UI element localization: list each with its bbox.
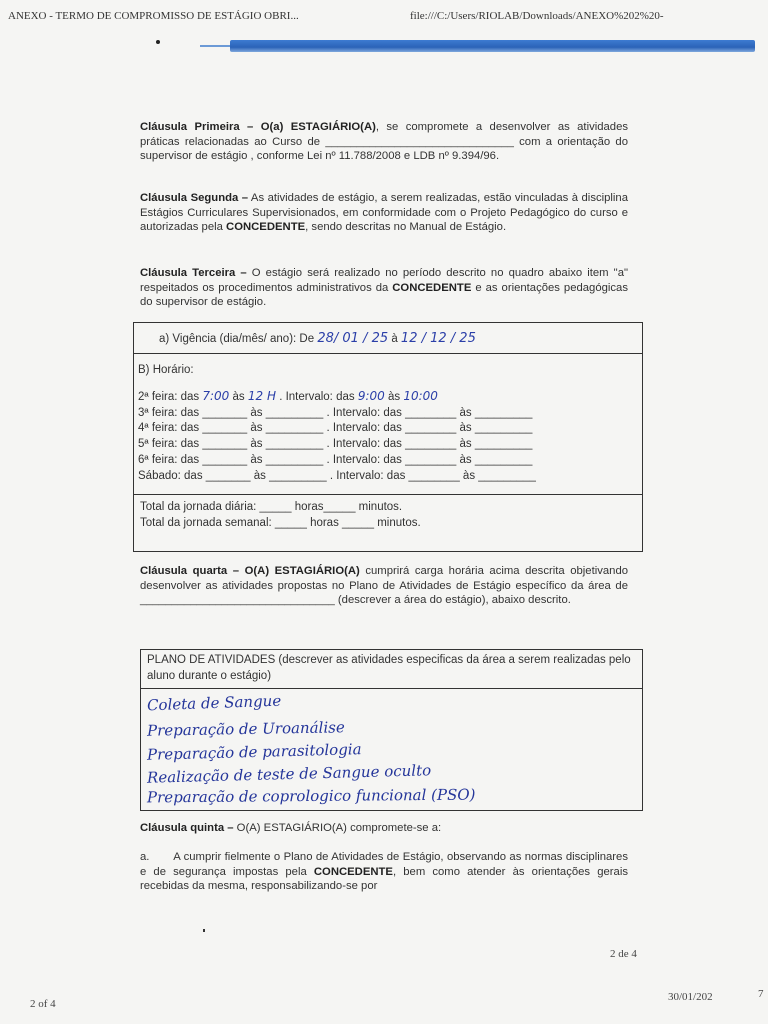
clause-bold: O(a) ESTAGIÁRIO(A): [260, 121, 376, 133]
schedule-interval-to: _________: [478, 469, 536, 482]
schedule-from: 7:00: [202, 389, 230, 403]
schedule-interval-from: ________: [405, 453, 457, 466]
schedule-row: [138, 389, 638, 406]
schedule-as: às: [387, 391, 401, 403]
clause-text-2: e as orientações pedagógicas do supervisor de estágio.: [140, 281, 628, 308]
activity-item: Preparação de parasitologia: [146, 740, 362, 764]
schedule-to: _________: [265, 406, 324, 419]
activity-plan-box: [140, 649, 643, 811]
clause-text: , se compromete a desenvolver as atividades práticas relacionadas ao Curso de ______________________________ com a orientação do supervisor de estágio , conforme Lei nº 11.788/2008 e LDB nº 9.394/96.: [140, 121, 629, 162]
schedule-row: [138, 421, 638, 437]
vigencia-line: [159, 331, 476, 346]
clause-label: Cláusula quinta –: [140, 822, 234, 834]
schedule-interval-from: ________: [405, 438, 457, 451]
schedule-row: [138, 469, 638, 485]
schedule-as: às: [250, 438, 263, 451]
schedule-interval-to: _________: [474, 406, 533, 419]
schedule-interval-from: 9:00: [357, 389, 385, 403]
horario-title: B) Horário:: [138, 364, 194, 376]
schedule-row: [138, 437, 638, 453]
schedule-from: _______: [202, 438, 248, 451]
clause-label: Cláusula quarta –: [140, 565, 240, 577]
schedule-to: _________: [265, 453, 324, 466]
clause-bold: O(A) ESTAGIÁRIO(A): [236, 822, 347, 834]
clause-text: cumprirá carga horária acima descrita objetivando desenvolver as atividades propostas no Plano de Atividades de Estágio específico da área de _______________________________ (descrever a área do estágio), abaixo descrito.: [140, 565, 629, 606]
clause-label: Cláusula Segunda –: [140, 192, 249, 204]
clause-bold: O(A) ESTAGIÁRIO(A): [244, 565, 360, 577]
schedule-interval-label: . Intervalo: das: [279, 391, 355, 403]
schedule-to: _________: [265, 438, 324, 451]
schedule-interval-label: . Intervalo: das: [326, 422, 402, 435]
activity-item: Preparação de coprologico funcional (PSO): [146, 785, 476, 807]
schedule-as: às: [253, 469, 266, 482]
clause-label: Cláusula Primeira –: [140, 121, 254, 133]
print-footer-page: 2 of 4: [30, 998, 56, 1010]
print-header-title: ANEXO - TERMO DE COMPROMISSO DE ESTÁGIO OBRI...: [8, 10, 299, 22]
clause-text: compromete-se a:: [346, 822, 442, 834]
clause-fourth: [140, 564, 628, 608]
activity-item: Realização de teste de Sangue oculto: [146, 761, 432, 787]
schedule-interval-to: 10:00: [403, 389, 438, 403]
schedule-to: _________: [269, 469, 327, 482]
schedule-interval-label: . Intervalo: das: [326, 453, 402, 466]
clause-fifth-item-a: [140, 850, 628, 894]
schedule-to: _________: [265, 422, 324, 435]
vigencia-end: 12 / 12 / 25: [400, 331, 476, 346]
schedule-interval-label: . Intervalo: das: [326, 406, 402, 419]
vigencia-label: a) Vigência (dia/mês/ ano): De: [159, 333, 315, 345]
schedule-day: Sábado: das: [138, 469, 203, 482]
schedule-as: às: [250, 422, 263, 435]
clause-first: [140, 120, 628, 164]
schedule-row: [138, 453, 638, 469]
stray-mark: [203, 929, 205, 932]
clause-text: As atividades de estágio, a serem realizadas, estão vinculadas à disciplina Estágios Curriculares Supervisionados, em conformidade com o Projeto Pedagógico do curso e autorizadas pela: [140, 192, 628, 233]
schedule-day: 6ª feira: das: [138, 453, 200, 466]
clause-text: A cumprir fielmente o Plano de Atividades de Estágio, observando as normas disciplinares e de segurança impostas pela: [140, 851, 628, 878]
schedule-day: 4ª feira: das: [138, 422, 200, 435]
schedule-row: [138, 406, 638, 422]
schedule-rows: [138, 389, 638, 484]
schedule-day: 5ª feira: das: [138, 438, 200, 451]
activity-item: Preparação de Uroanálise: [146, 718, 345, 740]
page-number: 2 de 4: [610, 948, 637, 960]
schedule-interval-label: . Intervalo: das: [329, 469, 406, 482]
schedule-as: às: [250, 453, 263, 466]
schedule-day: 3ª feira: das: [138, 406, 200, 419]
print-footer-date: 30/01/202: [668, 991, 713, 1003]
schedule-interval-to: _________: [474, 422, 533, 435]
divider: [134, 494, 642, 495]
schedule-from: _______: [202, 453, 248, 466]
schedule-interval-label: . Intervalo: das: [326, 438, 402, 451]
print-header-url: file:///C:/Users/RIOLAB/Downloads/ANEXO%202%20-: [410, 10, 664, 22]
schedule-as: às: [459, 406, 472, 419]
item-prefix: a.: [140, 851, 150, 863]
clause-text: O estágio será realizado no período descrito no quadro abaixo item "a" respeitados os procedimentos administrativos da: [140, 267, 628, 294]
clause-text-2: , sendo descritas no Manual de Estágio.: [305, 221, 507, 233]
activity-plan-title: PLANO DE ATIVIDADES (descrever as atividades especificas da área a serem realizadas pelo aluno durante o estágio): [147, 654, 631, 682]
clause-second: [140, 191, 628, 235]
schedule-as: às: [462, 469, 476, 482]
schedule-day: 2ª feira: das: [138, 391, 200, 403]
clause-text-2: , bem como atender às orientações gerais recebidas da mesma, responsabilizando-se por: [140, 865, 628, 892]
clause-fifth: [140, 821, 628, 836]
clause-third: [140, 266, 628, 310]
schedule-to: 12 H: [247, 389, 276, 403]
print-footer-fragment: 7: [758, 988, 764, 1000]
divider: [141, 688, 642, 689]
schedule-interval-to: _________: [474, 453, 533, 466]
schedule-from: _______: [205, 469, 251, 482]
schedule-box: [133, 322, 643, 552]
vigencia-start: 28/ 01 / 25: [317, 331, 389, 346]
clause-bold: CONCEDENTE: [226, 221, 306, 233]
schedule-interval-from: ________: [408, 469, 460, 482]
schedule-as: às: [250, 406, 263, 419]
total-weekly: Total da jornada semanal: _____ horas _____ minutos.: [140, 517, 421, 529]
clause-bold: CONCEDENTE: [313, 865, 393, 878]
schedule-interval-from: ________: [405, 422, 457, 435]
divider: [134, 353, 642, 354]
schedule-from: _______: [202, 406, 248, 419]
vigencia-sep: à: [388, 333, 401, 345]
bullet-mark: [156, 40, 160, 44]
schedule-as: às: [459, 438, 472, 451]
schedule-as: às: [232, 391, 245, 403]
clause-bold: CONCEDENTE: [392, 281, 472, 294]
schedule-from: _______: [202, 422, 248, 435]
schedule-interval-from: ________: [405, 406, 457, 419]
clause-label: Cláusula Terceira –: [140, 267, 247, 279]
schedule-as: às: [459, 453, 472, 466]
activity-item: Coleta de Sangue: [146, 691, 282, 715]
schedule-as: às: [459, 422, 472, 435]
schedule-interval-to: _________: [474, 438, 533, 451]
header-blue-bar: [230, 40, 755, 52]
total-daily: Total da jornada diária: _____ horas_____ minutos.: [140, 501, 403, 513]
